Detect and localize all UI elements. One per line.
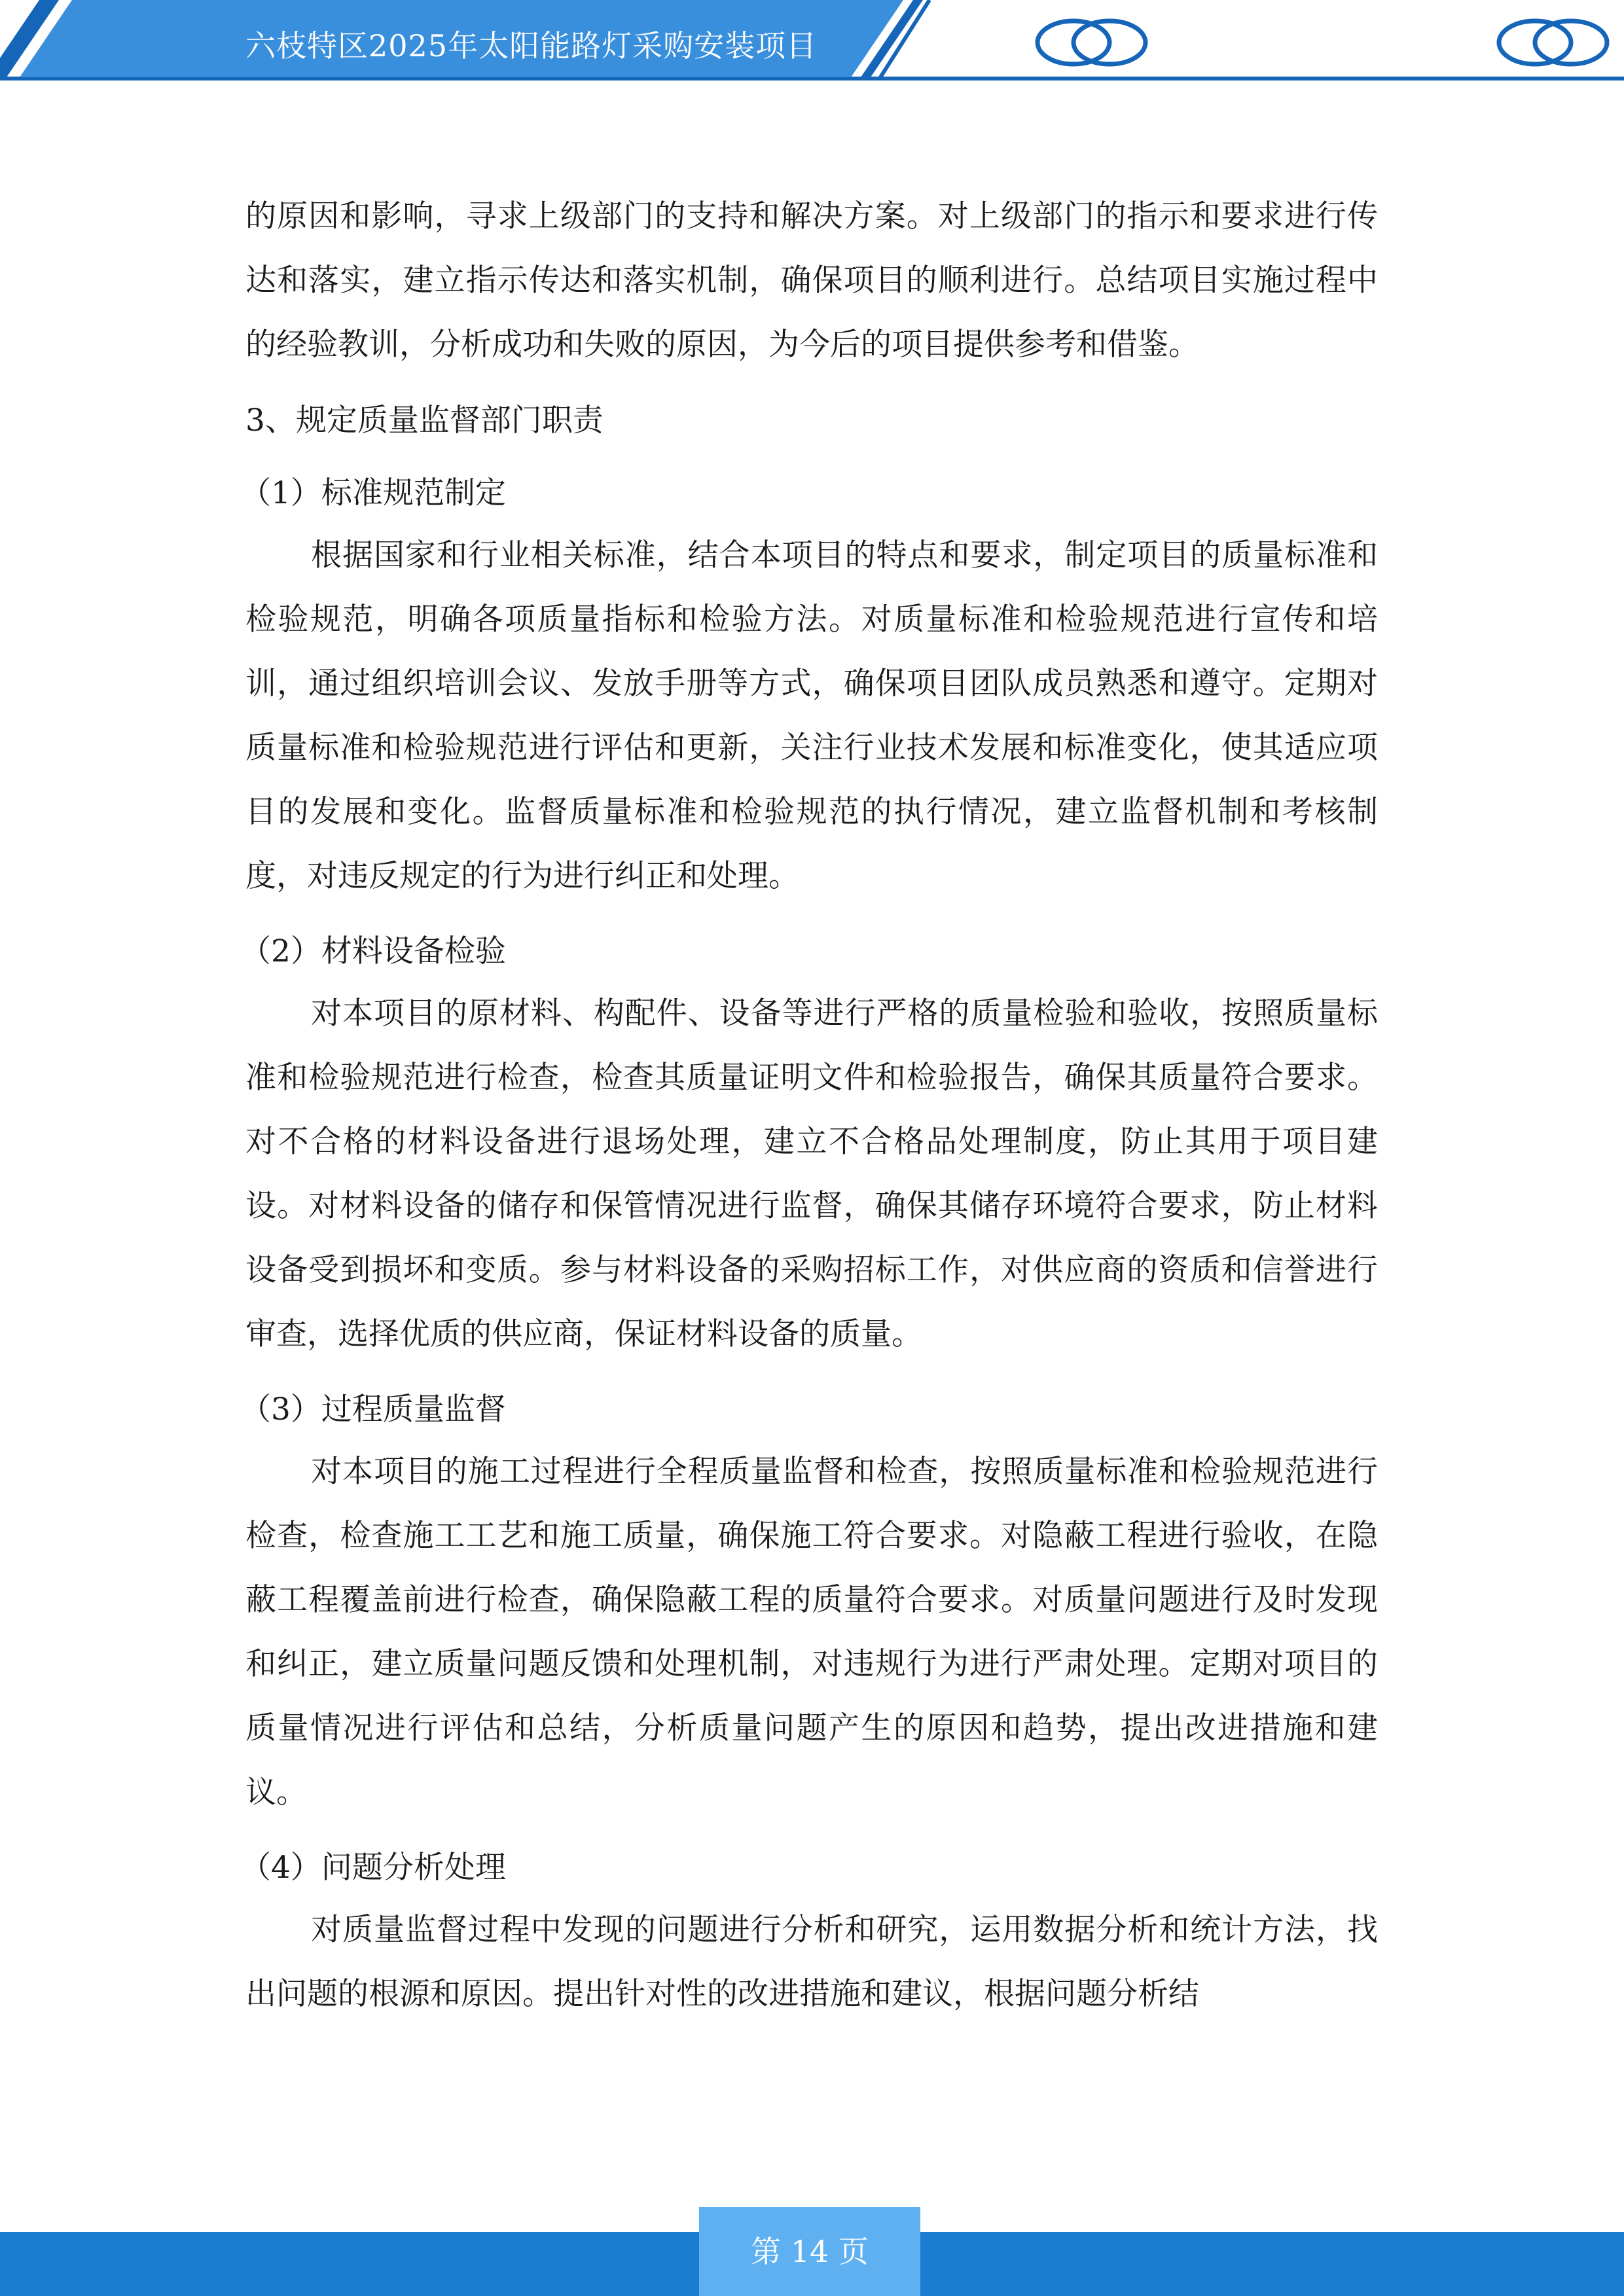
subsection-title: （2）材料设备检验 <box>240 933 506 969</box>
page-number: 第 14 页 <box>751 2234 869 2269</box>
header-title: 六枝特区2025年太阳能路灯采购安装项目 <box>245 28 818 63</box>
section-heading: 3、规定质量监督部门职责 <box>245 403 604 439</box>
subsection-body: 对本项目的施工过程进行全程质量监督和检查，按照质量标准和检验规范进行检查，检查施工工艺和施工质量，确保施工符合要求。对隐蔽工程进行验收，在隐蔽工程覆盖前进行检查，确保隐蔽工程的质量符合要求。对质量问题进行及时发现和纠正，建立质量问题反馈和处理机制，对违规行为进行严肃处理。定期对项目的质量情况进行评估和总结，分析质量问题产生的原因和趋势，提出改进措施和建议。 <box>245 1454 1378 1810</box>
double-ring-logo-icon <box>1492 13 1617 72</box>
subsection-title: （1）标准规范制定 <box>240 475 506 511</box>
document-body <box>240 185 1378 2026</box>
intro-paragraph: 的原因和影响，寻求上级部门的支持和解决方案。对上级部门的指示和要求进行传达和落实，建立指示传达和落实机制，确保项目的顺利进行。总结项目实施过程中的经验教训，分析成功和失败的原因，为今后的项目提供参考和借鉴。 <box>245 198 1378 363</box>
subsection-body: 对质量监督过程中发现的问题进行分析和研究，运用数据分析和统计方法，找出问题的根源和原因。提出针对性的改进措施和建议，根据问题分析结 <box>245 1912 1378 2012</box>
subsection-title: （4）问题分析处理 <box>240 1850 506 1886</box>
subsection-body: 对本项目的原材料、构配件、设备等进行严格的质量检验和验收，按照质量标准和检验规范进行检查，检查其质量证明文件和检验报告，确保其质量符合要求。对不合格的材料设备进行退场处理，建立不合格品处理制度，防止其用于项目建设。对材料设备的储存和保管情况进行监督，确保其储存环境符合要求，防止材料设备受到损坏和变质。参与材料设备的采购招标工作，对供应商的资质和信誉进行审查，选择优质的供应商，保证材料设备的质量。 <box>245 996 1378 1352</box>
subsection-body: 根据国家和行业相关标准，结合本项目的特点和要求，制定项目的质量标准和检验规范，明确各项质量指标和检验方法。对质量标准和检验规范进行宣传和培训，通过组织培训会议、发放手册等方式，确保项目团队成员熟悉和遵守。定期对质量标准和检验规范进行评估和更新，关注行业技术发展和标准变化，使其适应项目的发展和变化。监督质量标准和检验规范的执行情况，建立监督机制和考核制度，对违反规定的行为进行纠正和处理。 <box>245 537 1378 894</box>
subsection-title: （3）过程质量监督 <box>240 1391 506 1427</box>
double-ring-logo-icon <box>1031 13 1155 72</box>
page-header <box>0 0 1624 85</box>
